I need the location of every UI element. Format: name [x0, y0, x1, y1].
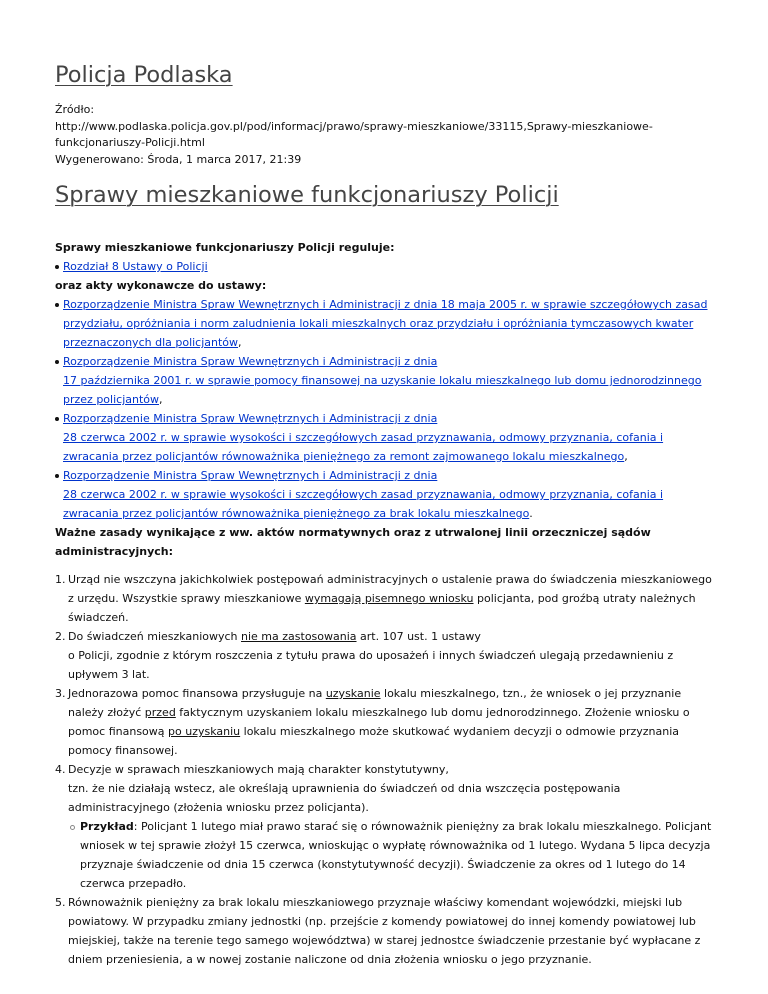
underlined-text: uzyskanie [325, 687, 381, 700]
rule-text: policjanta, pod groźbą utraty należnych świadczeń. [68, 592, 696, 624]
rule-text: Równoważnik pieniężny za brak lokalu mieszkaniowego przyznaje właściwy komendant wojewódzki, miejski lub powiatowy. W przypadku zmiany jednostki (np. przejście z komendy powiatowej do innej komendy powiatowej lub miejskiej, także na terenie tego samego województwa) w starej jednostce świadczenie przestanie być wypłacane z dniem przeniesienia, a w nowej zostanie naliczone od dnia złożenia wniosku o jego przyznanie. [68, 896, 701, 966]
act-link-4[interactable] [63, 469, 663, 520]
underlined-text: przed [144, 706, 176, 719]
list-item [55, 466, 712, 523]
rule-text: Urząd nie wszczyna jakichkolwiek postępowań administracyjnych o ustalenie prawa do świadczenia mieszkaniowego z urzędu. Wszystkie sprawy mieszkaniowe [68, 573, 712, 605]
rule-text: lokalu mieszkalnego, tzn., że wniosek o jej przyznanie należy złożyć [68, 687, 682, 719]
rule-number: 1. [55, 573, 66, 586]
rule-item-4 [55, 760, 712, 893]
list-item [68, 817, 712, 893]
rule-item-2 [55, 627, 712, 684]
list-item [55, 257, 712, 276]
rule-number: 3. [55, 687, 66, 700]
rule-text: Do świadczeń mieszkaniowych [68, 630, 242, 643]
rules-heading: Ważne zasady wynikające z ww. aktów normatywnych oraz z utrwalonej linii orzeczniczej sądów administracyjnych: [55, 526, 651, 558]
example-list [68, 817, 712, 893]
act-link-3[interactable] [63, 412, 663, 463]
law-link[interactable]: Rozdział 8 Ustawy o Policji [63, 260, 208, 273]
list-item [55, 352, 712, 409]
rule-text: Decyzje w sprawach mieszkaniowych mają charakter konstytutywny, [68, 763, 449, 776]
rule-text: Jednorazowa pomoc finansowa przysługuje na [68, 687, 326, 700]
act-link-3-line1: Rozporządzenie Ministra Spraw Wewnętrznych i Administracji z dnia [63, 412, 438, 425]
article-title: Sprawy mieszkaniowe funkcjonariuszy Policji [55, 182, 559, 208]
rule-item-3 [55, 684, 712, 760]
rule-text: tzn. że nie działają wstecz, ale określają uprawnienia do świadczeń od dnia wszczęcia postępowania administracyjnego (złożenia wniosku przez policjanta). [68, 782, 621, 814]
source-label: Źródło: [55, 103, 95, 116]
law-list [55, 257, 712, 276]
rule-number: 4. [55, 763, 66, 776]
act-link-1[interactable]: Rozporządzenie Ministra Spraw Wewnętrznych i Administracji z dnia 18 maja 2005 r. w sprawie szczegółowych zasad przydziału, opróżniania i norm zaludnienia lokali mieszkalnych oraz przydziału i opróżniania tymczasowych kwater przeznaczonych dla policjantów [63, 298, 708, 349]
list-item [55, 409, 712, 466]
list-item [55, 295, 712, 352]
intro-heading: Sprawy mieszkaniowe funkcjonariuszy Policji reguluje: [55, 241, 395, 254]
acts-list [55, 295, 712, 523]
act-link-2-line1: Rozporządzenie Ministra Spraw Wewnętrznych i Administracji z dnia [63, 355, 438, 368]
rule-text: lokalu mieszkalnego może skutkować wydaniem decyzji o odmowie przyznania pomocy finansowej. [68, 725, 680, 757]
rule-text: art. 107 ust. 1 ustawy [356, 630, 481, 643]
act-link-4-line2: 28 czerwca 2002 r. w sprawie wysokości i szczegółowych zasad przyznawania, odmowy przyznania, cofania i zwracania przez policjantów równoważnika pieniężnego za brak lokalu mieszkalnego [63, 488, 664, 520]
rule-number: 2. [55, 630, 66, 643]
rules-list [55, 570, 712, 969]
document-meta [55, 102, 712, 168]
punctuation: , [159, 393, 163, 406]
article-content [55, 238, 712, 969]
rule-text: faktycznym uzyskaniem lokalu mieszkalnego lub domu jednorodzinnego. Złożenie wniosku o pomoc finansową [68, 706, 690, 738]
rule-number: 5. [55, 896, 66, 909]
act-link-4-line1: Rozporządzenie Ministra Spraw Wewnętrznych i Administracji z dnia [63, 469, 438, 482]
acts-heading: oraz akty wykonawcze do ustawy: [55, 279, 267, 292]
example-label: Przykład [80, 820, 134, 833]
act-link-2-line2: 17 października 2001 r. w sprawie pomocy finansowej na uzyskanie lokalu mieszkalnego lub domu jednorodzinnego przez policjantów [63, 374, 702, 406]
underlined-text: po uzyskaniu [168, 725, 241, 738]
punctuation: . [529, 507, 533, 520]
generated-date: Wygenerowano: Środa, 1 marca 2017, 21:39 [55, 152, 302, 166]
rule-text: o Policji, zgodnie z którym roszczenia z tytułu prawa do uposażeń i innych świadczeń ulegają przedawnieniu z upływem 3 lat. [68, 649, 674, 681]
act-link-3-line2: 28 czerwca 2002 r. w sprawie wysokości i szczegółowych zasad przyznawania, odmowy przyznania, cofania i zwracania przez policjantów równoważnika pieniężnego za remont zajmowanego lokalu mieszkalnego [63, 431, 664, 463]
rule-item-1 [55, 570, 712, 627]
site-title: Policja Podlaska [55, 62, 233, 88]
underlined-text: wymagają pisemnego wniosku [304, 592, 474, 605]
rule-item-5 [55, 893, 712, 969]
punctuation: , [238, 336, 242, 349]
punctuation: , [624, 450, 628, 463]
source-url: http://www.podlaska.policja.gov.pl/pod/informacj/prawo/sprawy-mieszkaniowe/33115,Sprawy-mieszkaniowe-funkcjonariuszy-Policji.html [55, 119, 653, 149]
underlined-text: nie ma zastosowania [241, 630, 357, 643]
example-text: : Policjant 1 lutego miał prawo starać się o równoważnik pieniężny za brak lokalu mieszkalnego. Policjant wniosek w tej sprawie złożył 15 czerwca, wnioskując o wypłatę równoważnika od 1 lutego. Wydana 5 lipca decyzja przyznaje świadczenie od dnia 15 czerwca (konstytutywność decyzji). Świadczenie za okres od 1 lutego do 14 czerwca przepadło. [80, 820, 712, 890]
